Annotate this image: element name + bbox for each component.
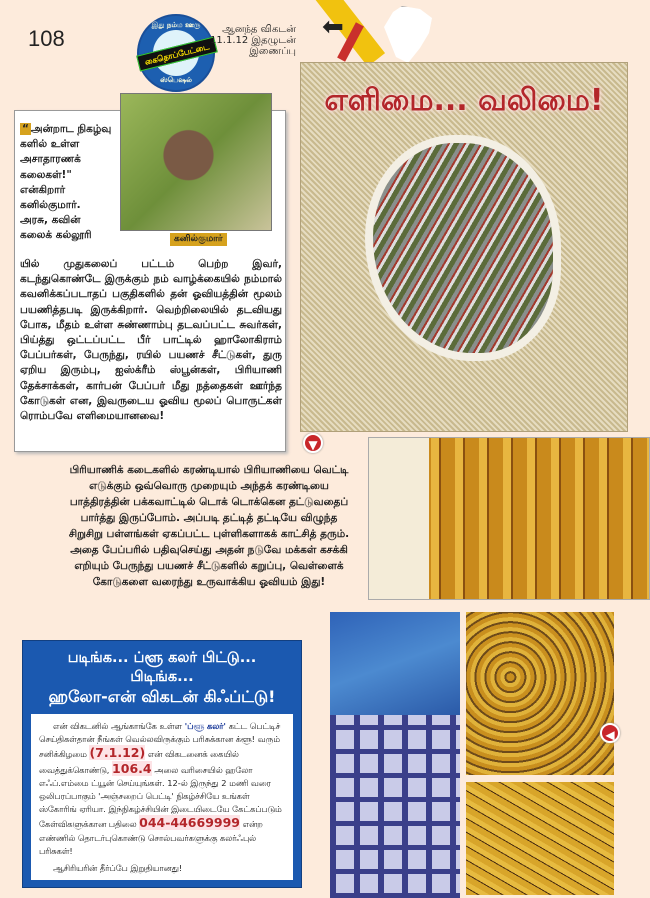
quote-line: கலைகள்!" [20,168,72,181]
artwork-caption-text: பிரியாணிக் கடைகளில் கரண்டியால் பிரியாணியை வெட்டி எடுக்கும் ஒவ்வொரு முறையும் அந்தக் கரண்டியை பாத்திரத்தின் பக்கவாட்டில் டொக் டொக்கென தட்டுவதைப் பார்த்து இருப்போம். அப்படி தட்டித் தட்டியே விழுந்த சிறுசிறு பள்ளங்கள் ஏகப்பட்ட புள்ளிகளாகக் காட்சித் தரும். அதை பேப்பரில் பதிவுசெய்து அதன் நடுவே மக்கள் கசக்கி எறியும் பேருந்து பயணச் சீட்டுகளில் கறுப்பு, வெள்ளைக் கோடுகளை வரைந்து உருவாக்கிய ஓவியம் இது! [68,464,350,588]
left-arrow-icon: ⬅ [322,12,344,42]
issue-line: ஆனந்த விகடன் [222,24,296,35]
broadcast-date: (7.1.12) [89,745,146,761]
mosaic-blob [373,143,553,353]
artwork-orange-image [368,437,650,600]
text: என்ற எண்ணில் தொடர்புகொண்டு சொல்பவர்களுக்கு கலர்ஃபுல் பரிசுகள்! [39,819,263,856]
artwork-lines-image [466,782,614,895]
logo-bottom-text: ஸ்பெஷல் [160,76,192,84]
contest-paragraph [39,720,285,858]
text: அலை வரிசையில் ஹலோ எஃப்.எம்மை ட்யூன் செய்யுங்கள். 12-ல் இருந்து 2 மணி வரை ஒலிபரப்பாகும் 'அஞ்சறைப் பெட்டி' நிகழ்ச்சியே உங்கள் ஸ்கோரிங் ஏரியா. இந்நிகழ்ச்சியின் இடையிடையே கேட்கப்படும் கேள்விகளுக்கான பதிலை [39,764,282,830]
quote-line: அரசு, கவின் [20,214,81,227]
contest-title-line: ஹலோ-என் விகடன் கிஃப்ட்டு! [48,687,276,706]
blue-color-highlight: 'ப்ளூ கலர்' [184,721,226,731]
artwork-yellow-image [466,612,614,775]
phone-number: 044-44669999 [139,815,240,831]
issue-info [196,24,296,57]
artwork-mosaic-image [300,62,628,432]
left-arrow-circle-icon: ◀ [600,723,620,743]
contest-title [23,641,301,706]
editor-note: ஆசிரியரின் தீர்ப்பே இறுதியானது! [53,863,183,874]
text: என் விகடனில் ஆங்காங்கே உள்ள [53,721,185,731]
down-arrow-icon: ▼ [303,433,323,453]
logo-top-text: இது நம்ம ஊரு [151,21,201,29]
artwork-blue-image [330,612,460,715]
text: என் விகடனைக் கையில் வைத்துக்கொண்டு, [39,749,239,775]
issue-line: இணைப்பு [249,46,296,57]
page-number: 108 [28,26,65,51]
fm-frequency: 106.4 [112,760,152,776]
contest-box [22,640,302,888]
artwork-grid-image [330,715,460,898]
quote-line: கனில்குமார். [20,199,81,212]
quote-line: என்கிறார் [20,183,66,196]
logo-band-text: கைதொப்பேட்டை [136,37,217,72]
quote-line: அசாதாரணக் [20,153,81,166]
issue-line: 11.1.12 இதழுடன் [210,35,296,46]
artist-body-text: யில் முதுகலைப் பட்டம் பெற்ற இவர், கடந்துகொண்டே இருக்கும் நம் வாழ்க்கையில் நம்மால் கவனிக்கப்படாதப் பகுதிகளில் தன் ஓவியத்தின் மூலம் பயணித்தபடி இருக்கிறார். வெற்றிலையில் தடவியது போக, மீதம் உள்ள சுண்ணாம்பு தடவப்பட்ட சுவர்கள், பிய்த்து ஒட்டப்பட்ட பீர் பாட்டில் ஹாலோகிராம் பேப்பர்கள், பேருந்து, ரயில் பயணச் சீட்டுகள், துரு ஏறிய இரும்பு, ஐஸ்க்ரீம் ஸ்பூன்கள், பிரியாணி தேக்சாக்கள், கார்பன் பேப்பர் மீது நத்தைகள் ஊர்ந்த கோடுகள் என, இவருடைய ஓவிய மூலப் பொருட்கள் ரொம்பவே எளிமையானவை! [20,258,282,423]
feature-title: எளிமை... வலிமை! [324,83,604,118]
tamilnadu-map-icon [378,6,438,66]
contest-title-line: பிடிங்க... [130,669,194,685]
contest-body [31,714,293,880]
quote-line: அன்றாட நிகழ்வு [30,123,112,135]
text: கட்ட பெட்டிச் செய்திகள்தான் நீங்கள் வெல்லவிருக்கும் பரிசுக்கான க்ளூ! வரும் சனிக்கிழமை [39,721,281,760]
artist-quote [20,122,120,244]
quote-mark-icon: “ [22,123,29,135]
photo-caption: கனில்குமார் [170,233,227,246]
quote-line: கலைக் கல்லூரி [20,229,92,242]
quote-line: களில் உள்ள [20,138,80,151]
contest-title-line: படிங்க... ப்ளூ கலர் பிட்டு... [67,650,257,666]
artist-photo [120,93,272,231]
